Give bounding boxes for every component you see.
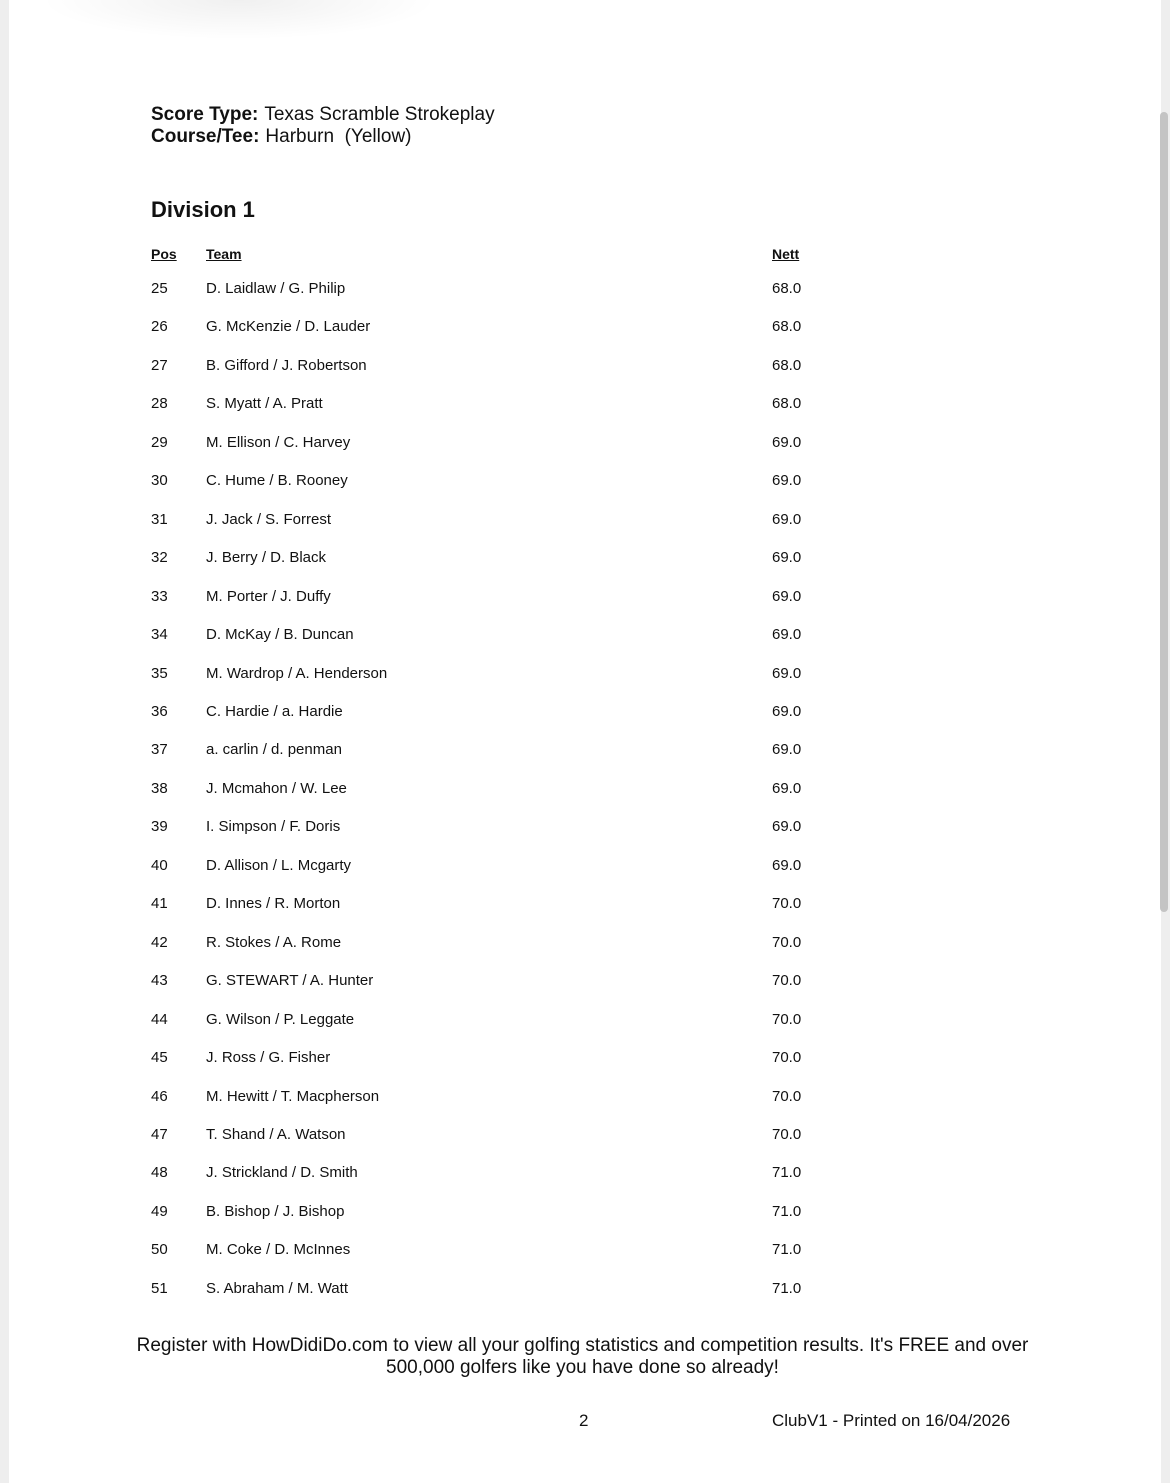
- row-team: C. Hardie / a. Hardie: [206, 702, 343, 720]
- row-pos: 36: [151, 702, 168, 720]
- row-team: G. STEWART / A. Hunter: [206, 972, 374, 990]
- row-nett: 70.0: [772, 1010, 802, 1028]
- row-nett: 69.0: [772, 472, 802, 490]
- row-nett: 70.0: [772, 972, 802, 990]
- table-row: [9, 461, 1161, 499]
- table-row: [9, 384, 1161, 422]
- row-pos: 25: [151, 280, 168, 297]
- table-row: [9, 1269, 1161, 1307]
- row-nett: 68.0: [772, 280, 802, 297]
- row-nett: 71.0: [772, 1164, 802, 1182]
- row-pos: 49: [151, 1202, 168, 1220]
- table-row: [9, 1000, 1161, 1038]
- table-row: [9, 538, 1161, 576]
- table-row: [9, 1192, 1161, 1230]
- row-nett: 69.0: [772, 779, 802, 797]
- row-team: M. Coke / D. McInnes: [206, 1241, 351, 1259]
- vertical-scrollbar[interactable]: [1160, 112, 1168, 912]
- row-pos: 42: [151, 933, 168, 951]
- page-shadow: [39, 0, 439, 40]
- course-row: [151, 126, 495, 148]
- row-nett: 70.0: [772, 1087, 802, 1105]
- row-team: S. Abraham / M. Watt: [206, 1279, 348, 1297]
- row-pos: 51: [151, 1279, 168, 1297]
- row-nett: 68.0: [772, 395, 802, 413]
- table-row: [9, 1230, 1161, 1268]
- table-row: [9, 615, 1161, 653]
- row-nett: 71.0: [772, 1241, 802, 1259]
- row-pos: 50: [151, 1241, 168, 1259]
- column-header-pos: Pos: [151, 246, 177, 262]
- row-team: G. McKenzie / D. Lauder: [206, 318, 371, 336]
- row-team: D. Allison / L. Mcgarty: [206, 856, 352, 874]
- table-row: [9, 423, 1161, 461]
- row-nett: 69.0: [772, 549, 802, 567]
- row-pos: 34: [151, 626, 168, 644]
- table-row: [9, 500, 1161, 538]
- row-nett: 69.0: [772, 664, 802, 682]
- row-nett: 69.0: [772, 587, 802, 605]
- row-team: M. Porter / J. Duffy: [206, 587, 331, 605]
- row-pos: 43: [151, 972, 168, 990]
- row-nett: 71.0: [772, 1202, 802, 1220]
- row-pos: 28: [151, 395, 168, 413]
- row-pos: 46: [151, 1087, 168, 1105]
- row-nett: 69.0: [772, 818, 802, 836]
- row-pos: 32: [151, 549, 168, 567]
- row-team: B. Bishop / J. Bishop: [206, 1202, 345, 1220]
- row-nett: 71.0: [772, 1279, 802, 1297]
- row-team: M. Hewitt / T. Macpherson: [206, 1087, 380, 1105]
- report-meta: [151, 104, 495, 148]
- row-team: S. Myatt / A. Pratt: [206, 395, 323, 413]
- row-pos: 48: [151, 1164, 168, 1182]
- division-title: Division 1: [151, 197, 255, 222]
- table-row: [9, 577, 1161, 615]
- row-team: M. Ellison / C. Harvey: [206, 433, 351, 451]
- row-nett: 68.0: [772, 318, 802, 336]
- row-pos: 26: [151, 318, 168, 336]
- row-team: D. McKay / B. Duncan: [206, 626, 354, 644]
- row-pos: 38: [151, 779, 168, 797]
- row-pos: 39: [151, 818, 168, 836]
- table-row: [9, 846, 1161, 884]
- page-number: 2: [579, 1411, 589, 1430]
- register-note: Register with HowDidiDo.com to view all your golfing statistics and competition results. It's FREE and over 500,000 golfers like you have done so already!: [136, 1335, 1029, 1378]
- row-team: J. Strickland / D. Smith: [206, 1164, 358, 1182]
- table-row: [9, 269, 1161, 307]
- results-table: [9, 269, 1161, 1307]
- row-pos: 31: [151, 510, 168, 528]
- row-team: J. Jack / S. Forrest: [206, 510, 332, 528]
- row-pos: 35: [151, 664, 168, 682]
- row-pos: 30: [151, 472, 168, 490]
- row-team: I. Simpson / F. Doris: [206, 818, 341, 836]
- row-nett: 69.0: [772, 433, 802, 451]
- row-nett: 69.0: [772, 626, 802, 644]
- table-row: [9, 1115, 1161, 1153]
- column-header-team: Team: [206, 246, 242, 262]
- row-nett: 69.0: [772, 510, 802, 528]
- table-row: [9, 1038, 1161, 1076]
- column-header-nett: Nett: [772, 246, 800, 262]
- row-team: a. carlin / d. penman: [206, 741, 342, 759]
- row-team: R. Stokes / A. Rome: [206, 933, 342, 951]
- document-page: [9, 0, 1161, 1483]
- row-pos: 41: [151, 895, 168, 913]
- table-row: [9, 730, 1161, 768]
- row-team: J. Mcmahon / W. Lee: [206, 779, 347, 797]
- score-type-label: Score Type:: [151, 104, 259, 125]
- row-pos: 33: [151, 587, 168, 605]
- row-team: J. Berry / D. Black: [206, 549, 327, 567]
- row-pos: 27: [151, 356, 168, 374]
- row-nett: 70.0: [772, 1125, 802, 1143]
- table-row: [9, 769, 1161, 807]
- table-row: [9, 692, 1161, 730]
- row-nett: 69.0: [772, 702, 802, 720]
- printed-on: ClubV1 - Printed on 16/04/2026: [772, 1411, 1011, 1430]
- score-type-value: Texas Scramble Strokeplay: [264, 104, 495, 125]
- row-pos: 37: [151, 741, 168, 759]
- row-team: D. Innes / R. Morton: [206, 895, 341, 913]
- row-nett: 70.0: [772, 1049, 802, 1067]
- row-team: G. Wilson / P. Leggate: [206, 1010, 355, 1028]
- table-row: [9, 1077, 1161, 1115]
- score-type-row: [151, 104, 495, 126]
- table-row: [9, 884, 1161, 922]
- table-row: [9, 1153, 1161, 1191]
- row-pos: 29: [151, 433, 168, 451]
- row-nett: 68.0: [772, 356, 802, 374]
- row-nett: 70.0: [772, 933, 802, 951]
- row-pos: 47: [151, 1125, 168, 1143]
- table-row: [9, 923, 1161, 961]
- row-nett: 69.0: [772, 856, 802, 874]
- row-team: C. Hume / B. Rooney: [206, 472, 348, 490]
- row-team: M. Wardrop / A. Henderson: [206, 664, 388, 682]
- table-row: [9, 654, 1161, 692]
- row-team: B. Gifford / J. Robertson: [206, 356, 367, 374]
- course-value: Harburn (Yellow): [265, 126, 412, 147]
- course-label: Course/Tee:: [151, 126, 260, 147]
- row-team: D. Laidlaw / G. Philip: [206, 280, 346, 297]
- row-team: T. Shand / A. Watson: [206, 1125, 346, 1143]
- row-pos: 45: [151, 1049, 168, 1067]
- row-nett: 70.0: [772, 895, 802, 913]
- table-row: [9, 346, 1161, 384]
- table-row: [9, 307, 1161, 345]
- table-row: [9, 961, 1161, 999]
- row-pos: 40: [151, 856, 168, 874]
- row-team: J. Ross / G. Fisher: [206, 1049, 331, 1067]
- row-nett: 69.0: [772, 741, 802, 759]
- table-row: [9, 807, 1161, 845]
- row-pos: 44: [151, 1010, 168, 1028]
